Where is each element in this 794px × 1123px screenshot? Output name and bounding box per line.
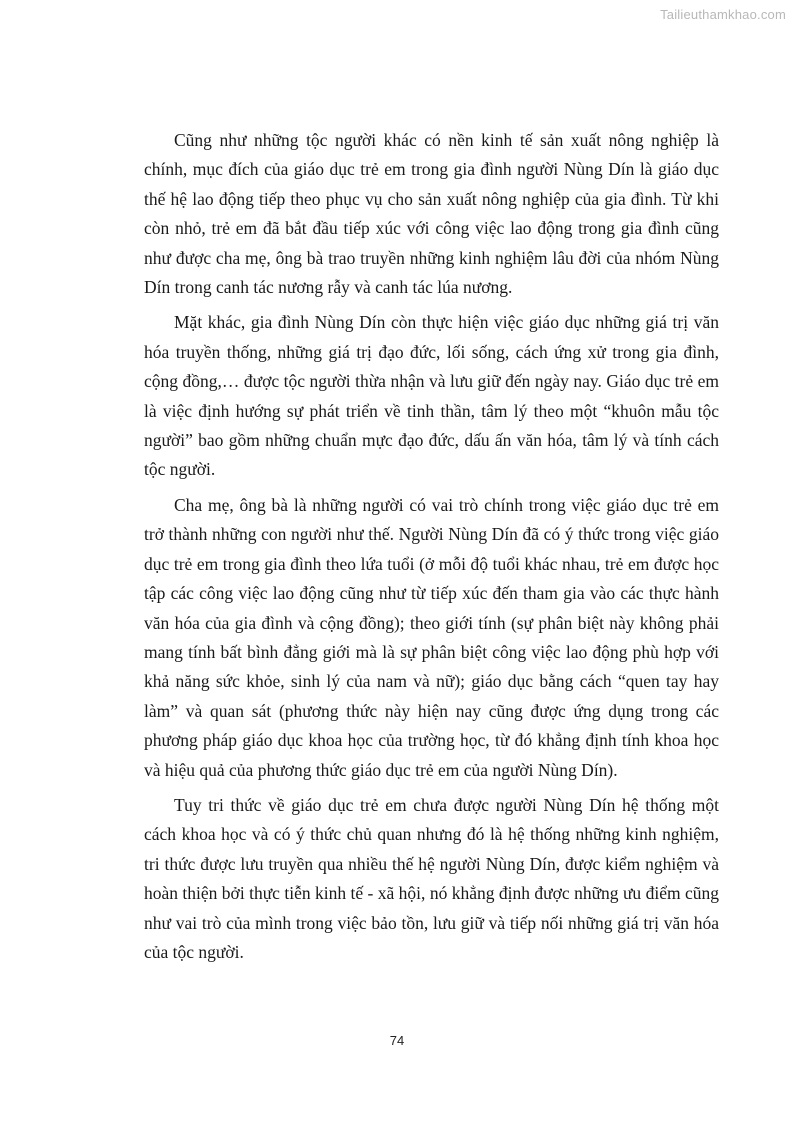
paragraph-1: Cũng như những tộc người khác có nền kinh tế sản xuất nông nghiệp là chính, mục đích của giáo dục trẻ em trong gia đình người Nùng Dín là giáo dục thế hệ lao động tiếp theo phục vụ cho sản xuất nông nghiệp của gia đình. Từ khi còn nhỏ, trẻ em đã bắt đầu tiếp xúc với công việc lao động trong gia đình cũng như được cha mẹ, ông bà trao truyền những kinh nghiệm lâu đời của nhóm Nùng Dín trong canh tác nương rẫy và canh tác lúa nương. [144,130,719,298]
paragraph-3: Cha mẹ, ông bà là những người có vai trò chính trong việc giáo dục trẻ em trở thành những con người như thế. Người Nùng Dín đã có ý thức trong việc giáo dục trẻ em trong gia đình theo lứa tuổi (ở mỗi độ tuổi khác nhau, trẻ em được học tập các công việc lao động cũng như từ tiếp xúc đến tham gia vào các thực hành văn hóa của gia đình và cộng đồng); theo giới tính (sự phân biệt này không phải mang tính bất bình đẳng giới mà là sự phân biệt công việc lao động phù hợp với khả năng sức khỏe, sinh lý của nam và nữ); giáo dục bằng cách “quen tay hay làm” và quan sát (phương thức này hiện nay cũng được ứng dụng trong các phương pháp giáo dục khoa học của trường học, từ đó khẳng định tính khoa học và hiệu quả của phương thức giáo dục trẻ em của người Nùng Dín). [144,494,719,780]
watermark-text: Tailieuthamkhao.com [660,7,786,22]
page-number: 74 [389,1033,405,1048]
paragraph-4: Tuy tri thức về giáo dục trẻ em chưa được người Nùng Dín hệ thống một cách khoa học và có ý thức chủ quan nhưng đó là hệ thống những kinh nghiệm, tri thức được lưu truyền qua nhiều thế hệ người Nùng Dín, được kiểm nghiệm và hoàn thiện bởi thực tiễn kinh tế - xã hội, nó khẳng định được những ưu điểm cũng như vai trò của mình trong việc bảo tồn, lưu giữ và tiếp nối những giá trị văn hóa của tộc người. [144,794,719,962]
paragraph-2: Mặt khác, gia đình Nùng Dín còn thực hiện việc giáo dục những giá trị văn hóa truyền thống, những giá trị đạo đức, lối sống, cách ứng xử trong gia đình, cộng đồng,… được tộc người thừa nhận và lưu giữ đến ngày nay. Giáo dục trẻ em là việc định hướng sự phát triển về tinh thần, tâm lý theo một “khuôn mẫu tộc người” bao gồm những chuẩn mực đạo đức, dấu ấn văn hóa, tâm lý và tính cách tộc người. [144,312,719,480]
document-body [144,126,719,973]
